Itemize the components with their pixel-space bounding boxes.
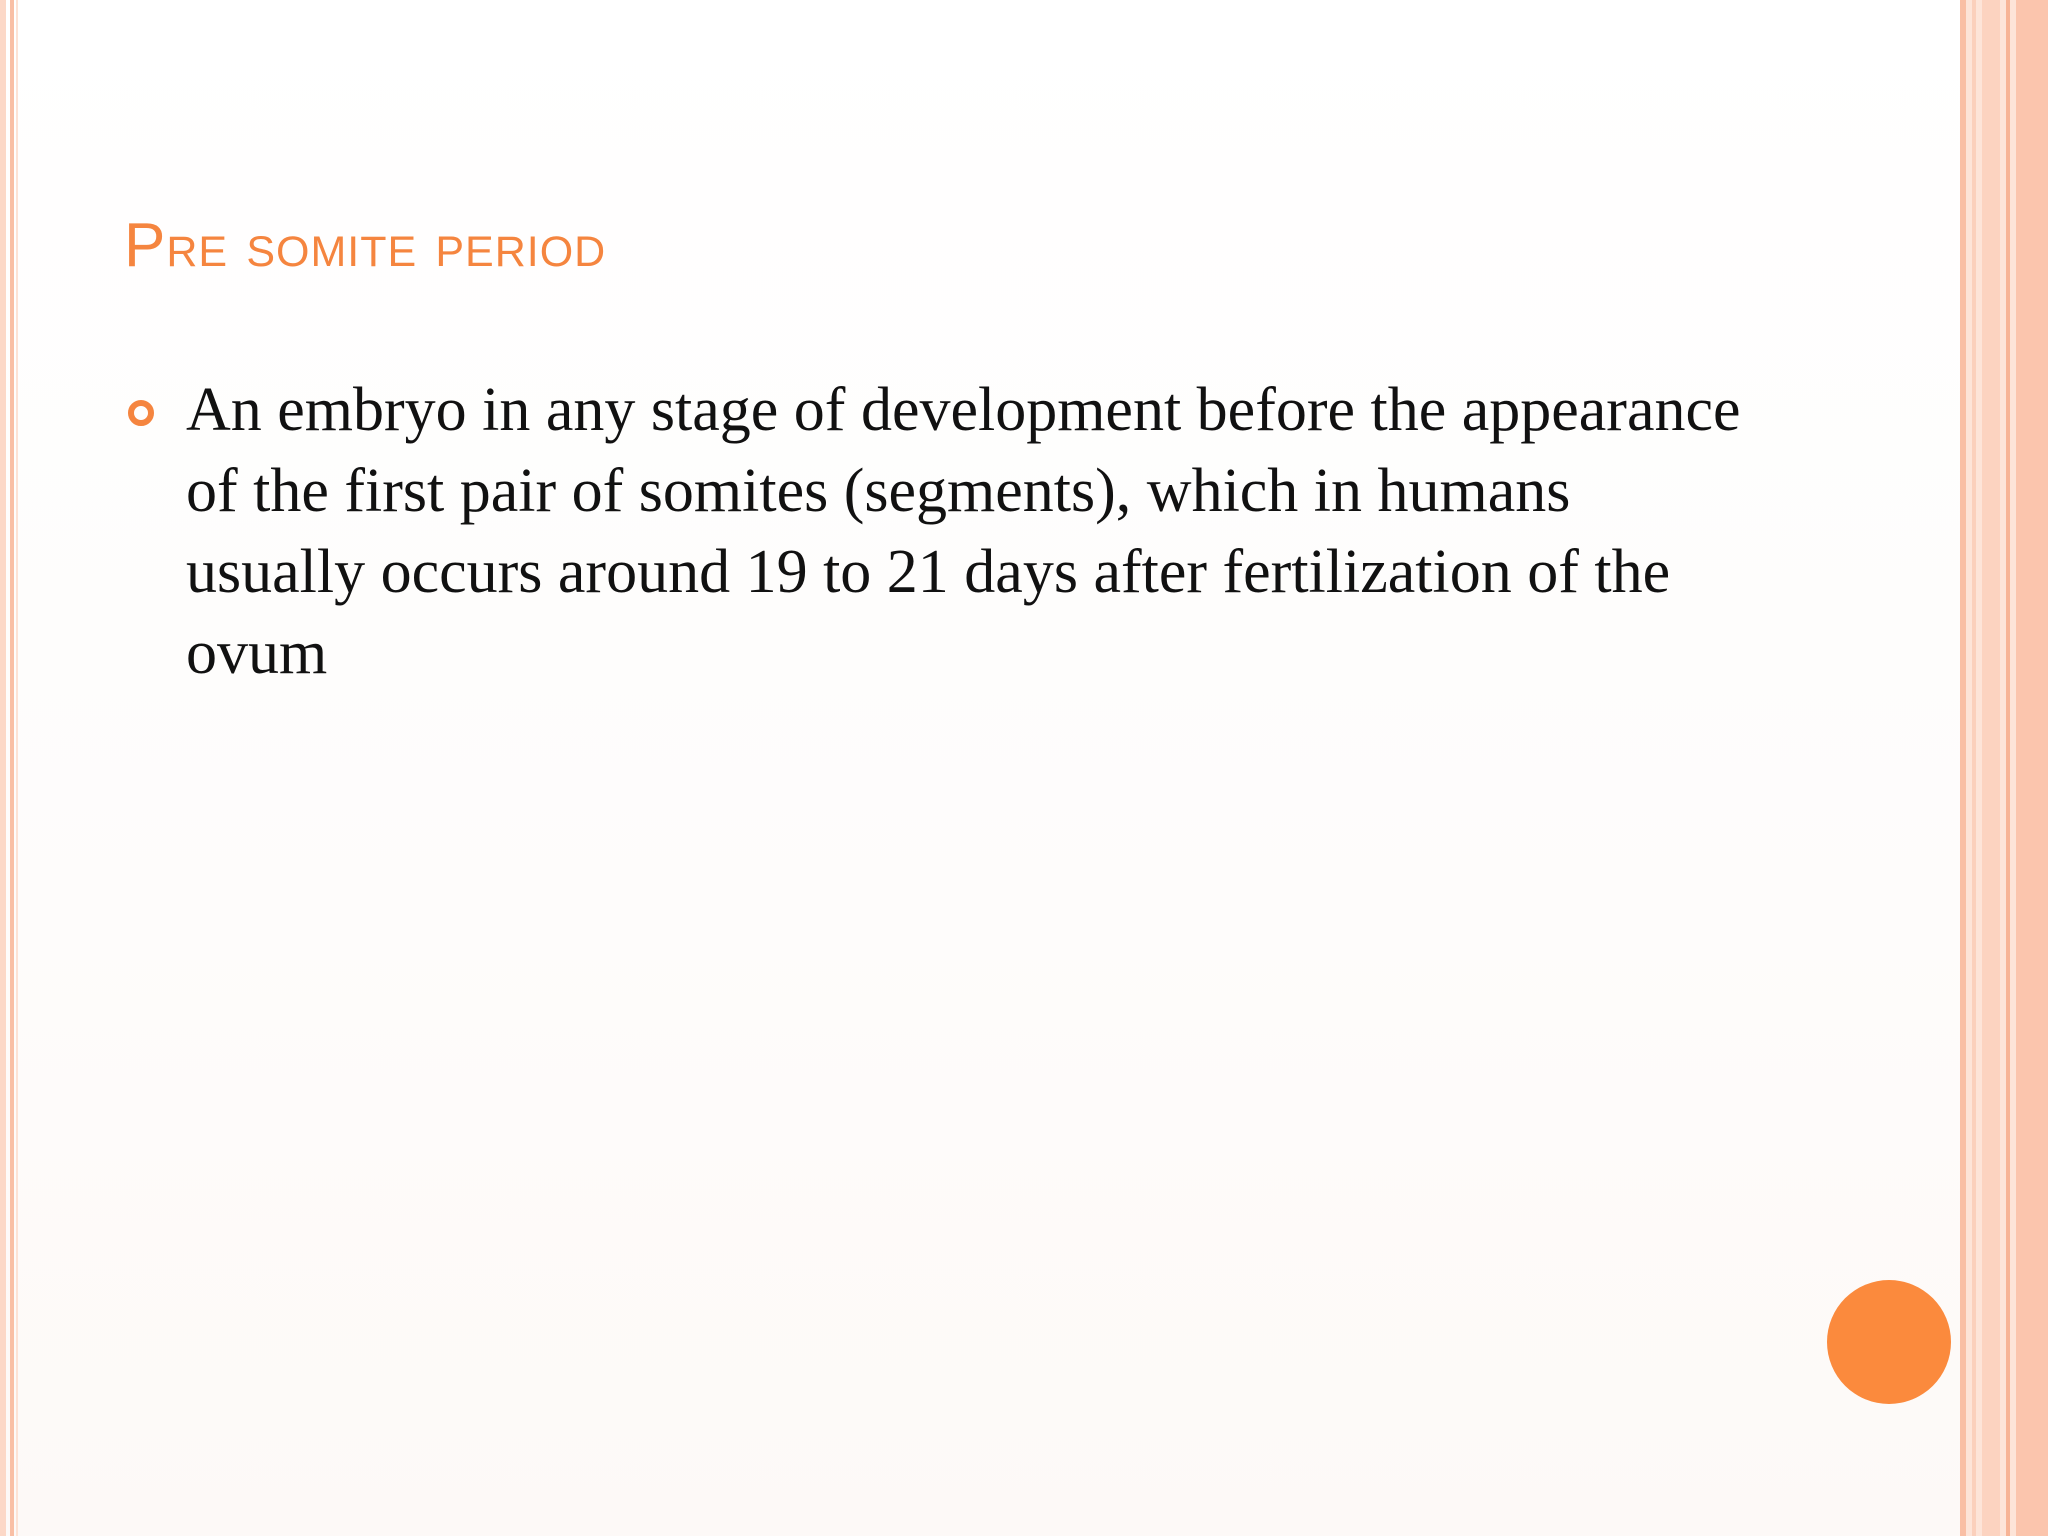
left-border-stripe (10, 0, 14, 1536)
left-border-stripe (0, 0, 6, 1536)
orange-circle-decoration (1827, 1280, 1951, 1404)
right-border-stripe (1982, 0, 2000, 1536)
slide-title: Pre somite period (124, 211, 607, 280)
left-border-stripe (16, 0, 18, 1536)
right-border-stripe (2006, 0, 2010, 1536)
bullet-text: An embryo in any stage of development before the appearance of the first pair of somites (segments), which in humans usually occurs around 19 to 21 days after fertilization of the ovum (186, 376, 1741, 687)
right-border-stripe (1972, 0, 1976, 1536)
bullet-list (124, 370, 1764, 694)
right-border-stripe (1960, 0, 1966, 1536)
bullet-item (124, 370, 1764, 694)
bullet-circle-icon (128, 400, 154, 426)
right-border-stripe (2016, 0, 2048, 1536)
